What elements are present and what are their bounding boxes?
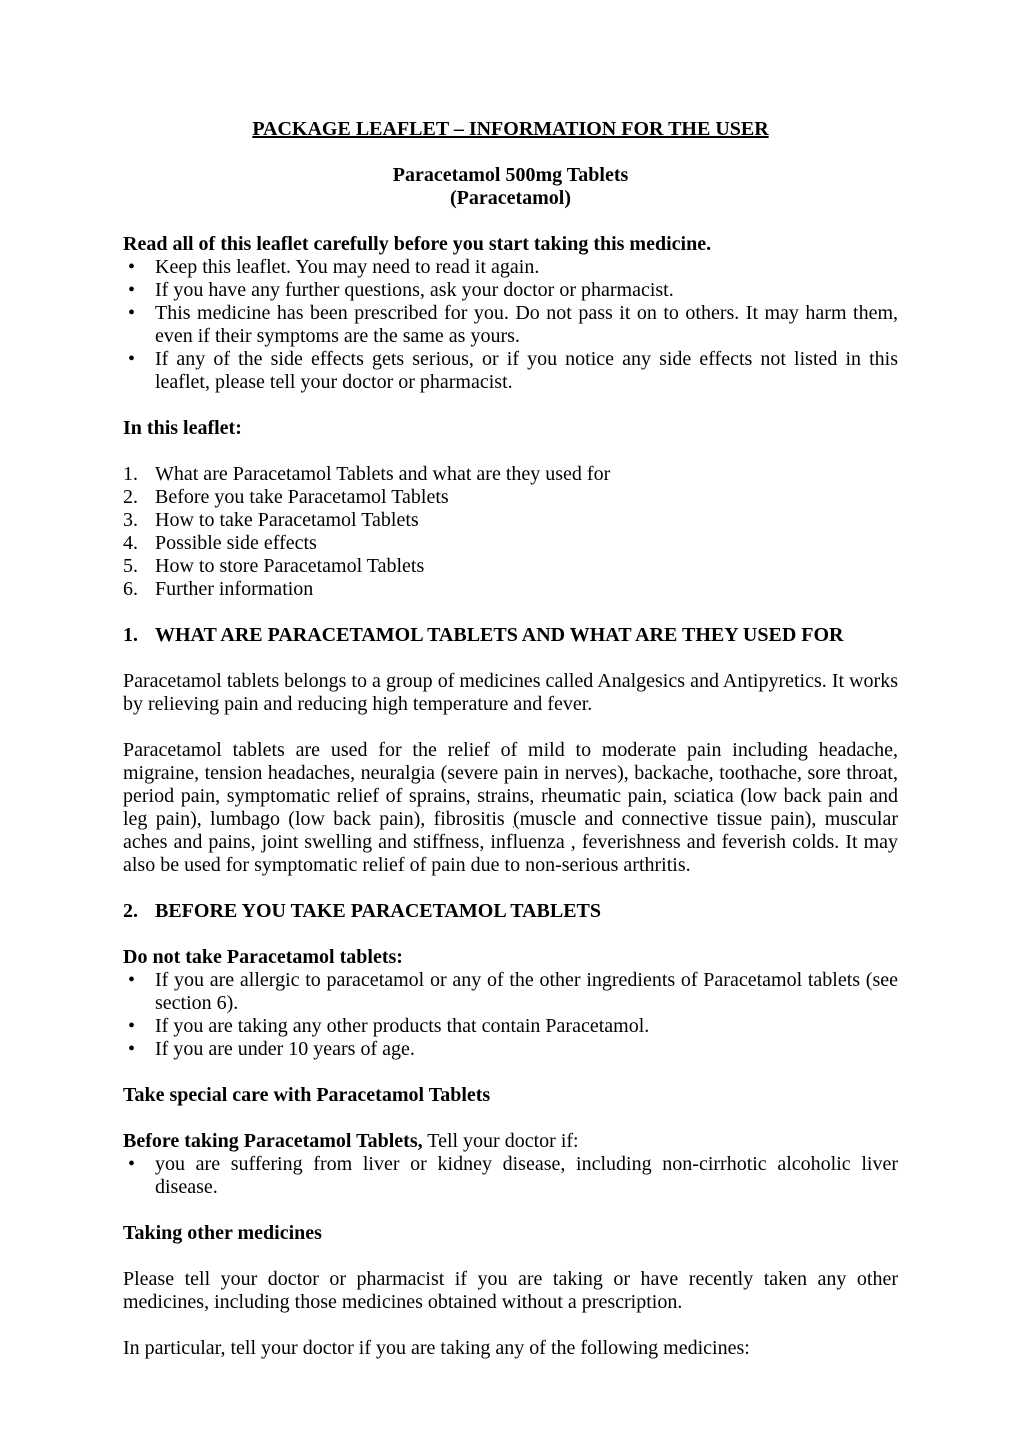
list-item: • This medicine has been prescribed for you. Do not pass it on to others. It may harm them, even if their symptoms are the same as yours. <box>123 302 898 348</box>
toc-item-label: Before you take Paracetamol Tablets <box>155 486 449 508</box>
toc-item <box>123 486 898 509</box>
toc-list <box>123 463 898 601</box>
list-item: • If you have any further questions, ask your doctor or pharmacist. <box>123 279 898 302</box>
intro-bullet-list <box>123 256 898 394</box>
other-medicines-heading: Taking other medicines <box>123 1222 322 1244</box>
toc-item-number: 5. <box>123 555 138 577</box>
toc-item-label: What are Paracetamol Tablets and what are they used for <box>155 463 611 485</box>
in-particular-line: In particular, tell your doctor if you are taking any of the following medicines: <box>123 1337 750 1359</box>
paragraph-text: Paracetamol tablets are used for the relief of mild to moderate pain including headache, migraine, tension headaches, neuralgia (severe pain in nerves), backache, toothache, sore throat, period pain, symptomatic relief of sprains, strains, rheumatic pain, sciatica (low back pain and leg pain), lumbago (low back pain), fibrositis <box>123 739 898 830</box>
section-2-heading <box>123 900 898 923</box>
intro-heading: Read all of this leaflet carefully before you start taking this medicine. <box>123 233 712 255</box>
toc-item <box>123 532 898 555</box>
toc-heading: In this leaflet: <box>123 417 242 439</box>
list-item: • you are suffering from liver or kidney disease, including non-cirrhotic alcoholic liver disease. <box>123 1153 898 1199</box>
page-title: PACKAGE LEAFLET – INFORMATION FOR THE USER <box>252 118 769 140</box>
toc-item <box>123 555 898 578</box>
list-item: • If any of the side effects gets serious, or if you notice any side effects not listed in this leaflet, please tell your doctor or pharmacist. <box>123 348 898 394</box>
section-1-paragraph-1: Paracetamol tablets belongs to a group of medicines called Analgesics and Antipyretics. It works by relieving pain and reducing high temperature and fever. <box>123 670 898 715</box>
paragraph-text: muscle and connective tissue pain), muscular aches and pains, joint swelling and stiffness, influenza , feverishness and feverish colds. It may also be used for symptomatic relief of pain due to non-serious arthritis. <box>123 808 899 876</box>
section-2-number: 2. <box>123 900 138 922</box>
toc-item <box>123 509 898 532</box>
before-taking-bold-text: Before taking Paracetamol Tablets, <box>123 1130 423 1152</box>
product-title-block <box>123 164 898 210</box>
toc-item <box>123 578 898 601</box>
toc-item-number: 1. <box>123 463 138 485</box>
toc-item-label: Possible side effects <box>155 532 317 554</box>
toc-item-number: 6. <box>123 578 138 600</box>
other-medicines-paragraph: Please tell your doctor or pharmacist if you are taking or have recently taken any other medicines, including those medicines obtained without a prescription. <box>123 1268 898 1313</box>
list-item: • If you are taking any other products that contain Paracetamol. <box>123 1015 898 1038</box>
list-item: • If you are allergic to paracetamol or any of the other ingredients of Paracetamol tablets (see section 6). <box>123 969 898 1015</box>
toc-item-number: 3. <box>123 509 138 531</box>
section-1-heading <box>123 624 898 647</box>
before-taking-rest-text: Tell your doctor if: <box>422 1130 579 1152</box>
list-item: • If you are under 10 years of age. <box>123 1038 898 1061</box>
section-1-number: 1. <box>123 624 138 646</box>
do-not-take-bullet-list <box>123 969 898 1061</box>
list-item: • Keep this leaflet. You may need to read it again. <box>123 256 898 279</box>
section-2-heading-text: BEFORE YOU TAKE PARACETAMOL TABLETS <box>155 900 602 922</box>
toc-item-label: Further information <box>155 578 314 600</box>
do-not-take-heading: Do not take Paracetamol tablets: <box>123 946 403 968</box>
underlined-text: ( <box>512 808 520 830</box>
special-care-heading: Take special care with Paracetamol Tablets <box>123 1084 491 1106</box>
toc-item-number: 4. <box>123 532 138 554</box>
toc-item-number: 2. <box>123 486 138 508</box>
section-1-heading-text: WHAT ARE PARACETAMOL TABLETS AND WHAT ARE THEY USED FOR <box>155 624 844 646</box>
product-name: Paracetamol 500mg Tablets <box>392 164 629 186</box>
toc-item-label: How to store Paracetamol Tablets <box>155 555 425 577</box>
toc-item <box>123 463 898 486</box>
toc-item-label: How to take Paracetamol Tablets <box>155 509 419 531</box>
before-taking-bullet-list <box>123 1153 898 1199</box>
before-taking-line <box>123 1130 898 1153</box>
product-generic-name: (Paracetamol) <box>449 187 572 209</box>
section-1-paragraph-2 <box>123 739 898 877</box>
